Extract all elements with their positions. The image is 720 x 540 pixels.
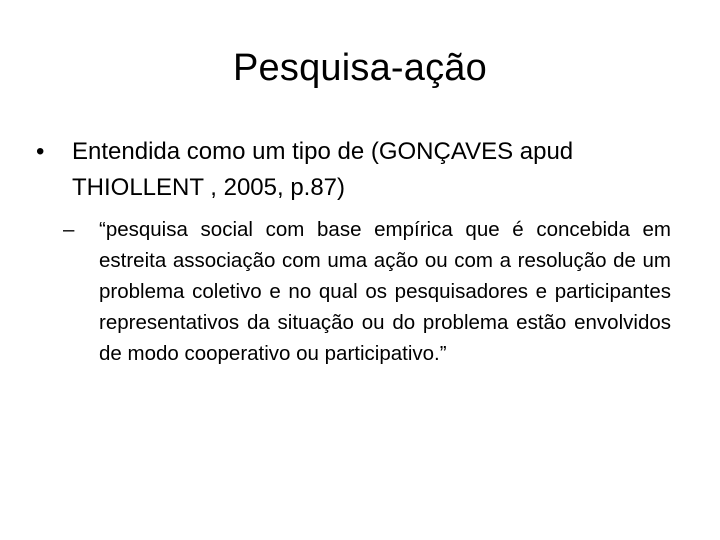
quote-text: “pesquisa social com base empírica que é concebida em estreita associação com uma ação ou com a resolução de um problema coletivo e no qual os pesquisadores e participantes representativos da situação ou do problema estão envolvidos de modo cooperativo ou participativo.” [99,218,671,365]
sub-bullet-marker: – [63,218,75,241]
bullet-text: Entendida como um tipo de (GONÇAVES apud THIOLLENT , 2005, p.87) [72,138,574,201]
bullet-marker: • [36,138,45,165]
slide-title: Pesquisa-ação [233,47,487,89]
